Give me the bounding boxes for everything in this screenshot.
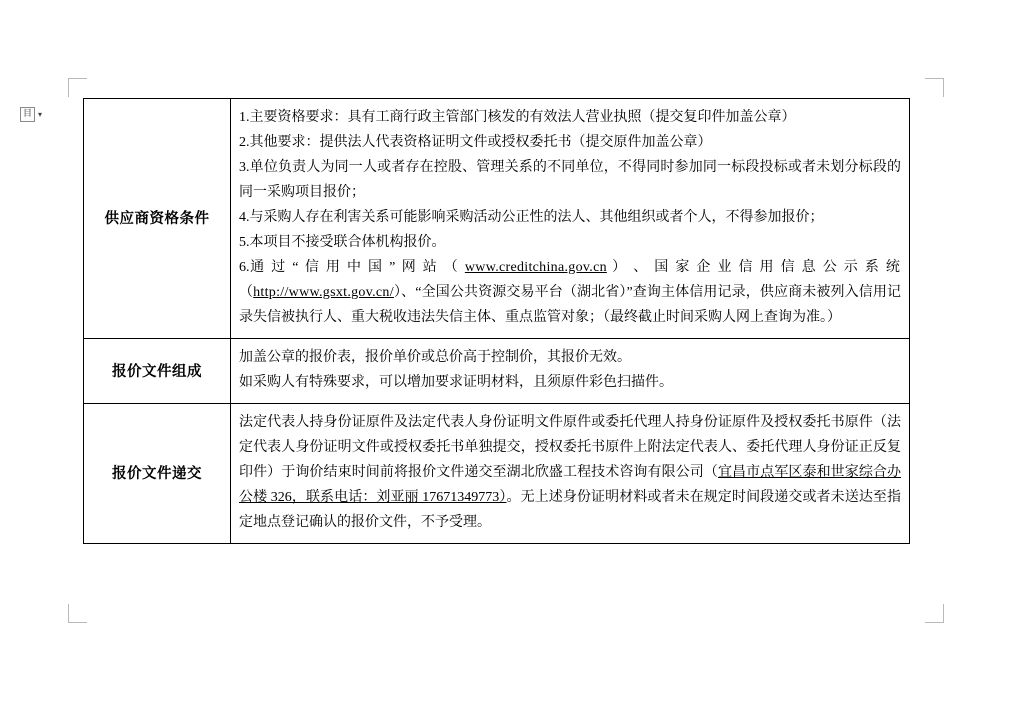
qualification-item-2: 2.其他要求：提供法人代表资格证明文件或授权委托书（提交原件加盖公章）: [239, 135, 712, 150]
submission-address-underline-2: 公楼 326，联系电话：刘亚丽 17671349773）: [239, 490, 507, 505]
submission-part-4: 。无上述身份证明材料或者未在规定时间段递交或者未送达至: [506, 490, 888, 505]
gsxt-link[interactable]: http://www.gsxt.gov.cn/: [253, 285, 394, 300]
row-content-file-submission: [231, 404, 910, 544]
item6-prefix: 6.: [239, 260, 250, 275]
row-content-qualification: [231, 99, 910, 339]
crop-mark-top-right: [925, 78, 944, 97]
file-composition-line-1: 加盖公章的报价表，报价单价或总价高于控制价，其报价无效。: [239, 350, 631, 365]
submission-part-3: 印件）于询价结束时间前将报价文件递交至湖北欣盛工程技术咨询有限公司（: [239, 465, 718, 480]
submission-part-5: 指定地点登记确认的报价文件，不予受理。: [239, 490, 902, 530]
row-label-file-composition: 报价文件组成: [84, 339, 231, 404]
qualification-item-1: 1.主要资格要求：具有工商行政主管部门核发的有效法人营业执照（提交复印件加盖公章）: [239, 110, 796, 125]
row-content-file-composition: [231, 339, 910, 404]
table-move-handle[interactable]: [20, 107, 42, 122]
table-row: [84, 339, 910, 404]
crop-mark-top-left: [68, 78, 87, 97]
submission-part-2: 定代表人身份证明文件或授权委托书单独提交，授权委托书原件上附法定代表人、委托代理人身份证正反复: [239, 440, 901, 455]
creditchina-link[interactable]: www.creditchina.gov.cn: [464, 260, 607, 275]
qualification-item-3: 3.单位负责人为同一人或者存在控股、管理关系的不同单位，不得同时参加同一标段投标或者未划分标段的同一采购项目报价；: [239, 160, 901, 200]
file-submission-text: [239, 410, 901, 535]
row-label-file-submission: 报价文件递交: [84, 404, 231, 544]
crop-mark-bottom-right: [925, 604, 944, 623]
item6-seg2: ） 、 国 家 企 业 信 用 信 息 公 示 系 统: [606, 260, 901, 275]
item6-seg5: 信用记录: [239, 285, 901, 325]
table-row: [84, 404, 910, 544]
submission-address-underline-1: 宜昌市点军区泰和世家综合办: [717, 465, 902, 480]
item6-seg1: 通 过 “ 信 用 中 国 ” 网 站 （: [249, 260, 465, 275]
item6-seg4: ）、“全国公共资源交易平台（湖北省）”查询主体信用记录，供应商未被列入: [393, 285, 859, 300]
file-composition-line-2: 如采购人有特殊要求，可以增加要求证明材料，且须原件彩色扫描件。: [239, 375, 673, 390]
table-move-handle-icon[interactable]: 目: [20, 107, 35, 122]
chevron-down-icon[interactable]: ▾: [38, 109, 43, 119]
crop-mark-bottom-left: [68, 604, 87, 623]
requirements-table: [83, 98, 910, 544]
row-label-qualification: 供应商资格条件: [84, 99, 231, 339]
qualification-item-4: 4.与采购人存在利害关系可能影响采购活动公正性的法人、其他组织或者个人，不得参加报价；: [239, 210, 824, 225]
qualification-item-5: 5.本项目不接受联合体机构报价。: [239, 235, 446, 250]
qualification-item-6: [239, 255, 901, 330]
table-row: [84, 99, 910, 339]
item6-seg5b: 失信被执行人、重大税收违法失信主体、重点监管对象；（最终截止时间采购人网上查询为准。）: [253, 310, 841, 325]
item6-seg3: （: [239, 285, 254, 300]
submission-part-1: 法定代表人持身份证原件及法定代表人身份证明文件原件或委托代理人持身份证原件及授权委托书原件（法: [239, 415, 901, 430]
